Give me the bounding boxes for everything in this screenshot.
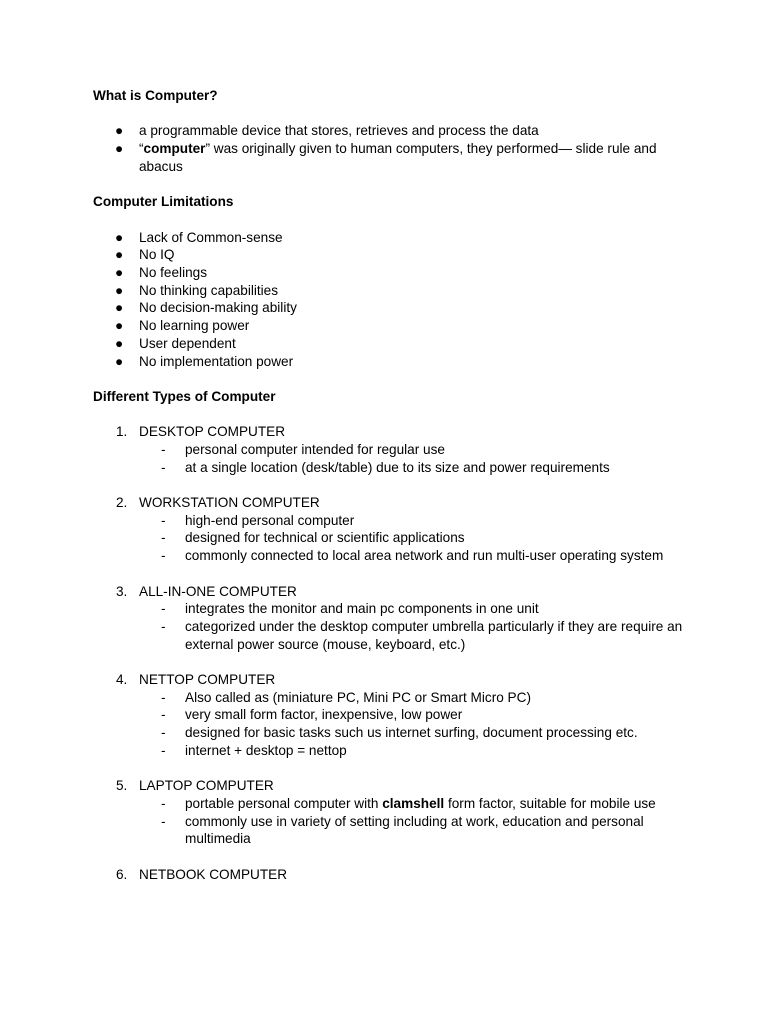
computer-type-item [93, 423, 683, 476]
detail-item [139, 618, 683, 653]
heading-gap [93, 406, 683, 424]
text-run: No thinking capabilities [139, 282, 279, 298]
list-number: 1. [116, 424, 128, 440]
text-run: very small form factor, inexpensive, low power [185, 707, 463, 723]
bullet-icon: ● [115, 123, 124, 139]
computer-type-item [93, 583, 683, 654]
bullet-item [93, 140, 683, 175]
computer-type-name: NETTOP COMPUTER [139, 672, 276, 688]
detail-list [139, 512, 683, 565]
text-run: ” was originally given to human computers, they performed— slide rule and abacus [139, 141, 657, 174]
bullet-icon: ● [115, 282, 124, 298]
dash-icon: - [161, 512, 166, 528]
computer-type-name: DESKTOP COMPUTER [139, 424, 286, 440]
text-run: categorized under the desktop computer umbrella particularly if they are require an external power source (mouse, keyboard, etc.) [185, 618, 683, 652]
text-run: internet + desktop = nettop [185, 742, 347, 758]
bullet-icon: ● [115, 318, 124, 334]
text-run: commonly use in variety of setting including at work, education and personal multimedia [185, 813, 644, 847]
detail-item [139, 724, 683, 742]
text-run: designed for basic tasks such us internet surfing, document processing etc. [185, 725, 638, 741]
text-run: No IQ [139, 247, 175, 263]
text-run: integrates the monitor and main pc components in one unit [185, 601, 539, 617]
dash-icon: - [161, 725, 166, 741]
detail-item [139, 742, 683, 760]
bullet-item [93, 335, 683, 353]
text-run: No decision-making ability [139, 300, 297, 316]
text-run: high-end personal computer [185, 512, 355, 528]
dash-icon: - [161, 548, 166, 564]
text-run: Also called as (miniature PC, Mini PC or Smart Micro PC) [185, 689, 531, 705]
bullet-item [93, 229, 683, 247]
section-gap [93, 370, 683, 388]
dash-icon: - [161, 689, 166, 705]
computer-type-name: LAPTOP COMPUTER [139, 778, 274, 794]
dash-icon: - [161, 441, 166, 457]
heading-gap [93, 105, 683, 123]
detail-item [139, 529, 683, 547]
dash-icon: - [161, 707, 166, 723]
text-run: commonly connected to local area network and run multi-user operating system [185, 548, 664, 564]
text-run: personal computer intended for regular use [185, 441, 445, 457]
bullet-item [93, 122, 683, 140]
bullet-icon: ● [115, 264, 124, 280]
section-heading: What is Computer? [93, 88, 218, 103]
dash-icon: - [161, 742, 166, 758]
bullet-icon: ● [115, 141, 124, 157]
computer-type-name: NETBOOK COMPUTER [139, 866, 288, 882]
bold-term: clamshell [382, 795, 445, 811]
text-run: User dependent [139, 335, 236, 351]
heading-gap [93, 211, 683, 229]
detail-list [139, 600, 683, 653]
document-body [93, 87, 683, 883]
computer-type-item [93, 777, 683, 848]
dash-icon: - [161, 813, 166, 829]
detail-item [139, 795, 683, 813]
text-run: Lack of Common-sense [139, 229, 283, 245]
detail-list [139, 689, 683, 760]
computer-type-item [93, 671, 683, 760]
text-run: designed for technical or scientific applications [185, 530, 465, 546]
bullet-item [93, 264, 683, 282]
detail-item [139, 706, 683, 724]
dash-icon: - [161, 530, 166, 546]
text-run: No implementation power [139, 353, 294, 369]
detail-item [139, 813, 683, 848]
computer-type-item [93, 866, 683, 884]
computer-type-name: ALL-IN-ONE COMPUTER [139, 583, 297, 599]
bullet-icon: ● [115, 353, 124, 369]
bullet-item [93, 282, 683, 300]
bullet-item [93, 353, 683, 371]
detail-item [139, 512, 683, 530]
detail-item [139, 441, 683, 459]
bullet-icon: ● [115, 229, 124, 245]
text-run: No learning power [139, 318, 250, 334]
bullet-item [93, 299, 683, 317]
detail-list [139, 441, 683, 476]
text-run: form factor, suitable for mobile use [444, 795, 656, 811]
bold-term: computer [143, 141, 206, 157]
bullet-icon: ● [115, 247, 124, 263]
computer-type-name: WORKSTATION COMPUTER [139, 495, 320, 511]
section-gap [93, 176, 683, 194]
detail-list [139, 795, 683, 848]
dash-icon: - [161, 618, 166, 634]
text-run: a programmable device that stores, retrieves and process the data [139, 123, 539, 139]
bullet-icon: ● [115, 300, 124, 316]
bullet-item [93, 317, 683, 335]
text-run: portable personal computer with [185, 795, 383, 811]
section-heading: Computer Limitations [93, 194, 234, 210]
dash-icon: - [161, 795, 166, 811]
bullet-list [93, 229, 683, 371]
detail-item [139, 689, 683, 707]
bullet-icon: ● [115, 335, 124, 351]
list-number: 6. [116, 866, 128, 882]
detail-item [139, 600, 683, 618]
section-heading: Different Types of Computer [93, 388, 276, 404]
text-run: No feelings [139, 264, 208, 280]
bullet-item [93, 246, 683, 264]
list-number: 3. [116, 583, 128, 599]
list-number: 2. [116, 495, 128, 511]
computer-types-list [93, 423, 683, 883]
bullet-list [93, 122, 683, 175]
detail-item [139, 459, 683, 477]
detail-item [139, 547, 683, 565]
dash-icon: - [161, 601, 166, 617]
text-run: at a single location (desk/table) due to its size and power requirements [185, 459, 610, 475]
list-number: 4. [116, 672, 128, 688]
text-run: “ [139, 141, 144, 157]
list-number: 5. [116, 778, 128, 794]
computer-type-item [93, 494, 683, 565]
dash-icon: - [161, 459, 166, 475]
